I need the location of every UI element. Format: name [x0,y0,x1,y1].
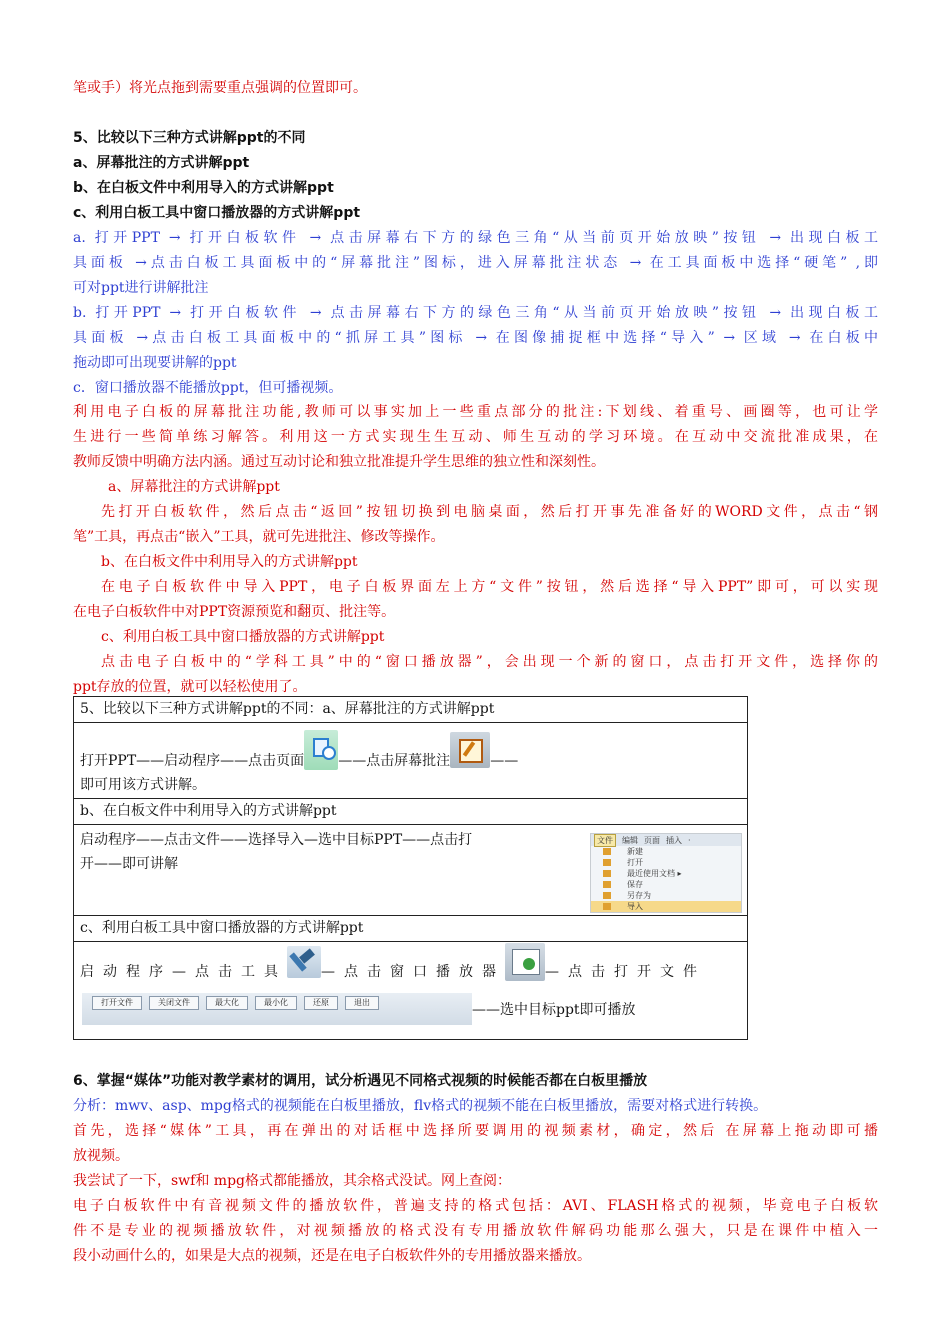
row1-text: 5、比较以下三种方式讲解ppt的不同：a、屏幕批注的方式讲解ppt [80,701,495,717]
menu-insert: 插入 [666,835,682,845]
blue-b-line2: 具面板 →点击白板工具面板中的“抓屏工具”图标 → 在图像捕捉框中选择“导入” → 区域 → 在白板中 [73,330,878,346]
menu-item-new: 新建 [591,846,741,857]
row3-text: b、在白板文件中利用导入的方式讲解ppt [80,803,337,819]
red-a-title: a、屏幕批注的方式讲解ppt [108,479,280,495]
blue-b-line1: b. 打开PPT → 打开白板软件 → 点击屏幕右下方的绿色三角“从当前页开始放映”按钮 → 出现白板工 [73,305,878,321]
row6-text-c: —点击打开文件 [545,964,706,980]
close-file-button: 关闭文件 [149,996,199,1010]
red-a-line1: 先打开白板软件，然后点击“返回”按钮切换到电脑桌面，然后打开事先准备好的WORD文件，点击“钢 [101,504,878,520]
open-file-button: 打开文件 [92,996,142,1010]
row2-text-c: —— [490,753,519,769]
q6-red-line4: 电子白板软件中有音视频文件的播放软件，普遍支持的格式包括：AVI、FLASH格式的视频，毕竟电子白板软 [73,1198,878,1214]
q6-red-line3: 我尝试了一下，swf和 mpg格式都能播放，其余格式没试。网上查阅： [73,1173,511,1189]
menu-item-recent: 最近使用文档 ▸ [591,868,741,879]
q6-title: 6、掌握“媒体”功能对教学素材的调用，试分析遇见不同格式视频的时候能否都在白板里播放 [73,1073,648,1089]
menu-edit: 编辑 [622,835,638,845]
menu-bar [591,834,741,846]
screen-annotation-icon [450,732,490,768]
table-row-5 [74,916,748,942]
tools-icon [287,946,321,978]
q6-red-line1: 首先，选择“媒体”工具，再在弹出的对话框中选择所要调用的视频素材，确定，然后 在屏幕上拖动即可播 [73,1123,878,1139]
row6-text-d: ——选中目标ppt即可播放 [472,1002,636,1018]
row4-line1: 启动程序——点击文件——选择导入—选中目标PPT——点击打 [80,832,473,848]
red-a-line2: 笔”工具，再点击“嵌入”工具，就可先进批注、修改等操作。 [73,529,445,545]
row2-text-b: ——点击屏幕批注 [338,753,451,769]
red-b-line2: 在电子白板软件中对PPT资源预览和翻页、批注等。 [73,604,396,620]
page-icon [304,730,338,770]
table-row-1 [74,697,748,723]
red-para-line3: 教师反馈中明确方法内涵。通过互动讨论和独立批准提升学生思维的独立性和深刻性。 [73,454,605,470]
menu-page: 页面 [644,835,660,845]
menu-item-save-as: 另存为 [591,890,741,901]
row6-text-b: —点击窗口播放器 [321,964,505,980]
red-c-line1: 点击电子白板中的“学科工具”中的“窗口播放器”，会出现一个新的窗口，点击打开文件，选择你的 [101,654,878,670]
row6-text-a: 启动程序—点击工具 [80,964,287,980]
q5-title: 5、比较以下三种方式讲解ppt的不同 [73,130,306,146]
row2-text-d: 即可用该方式讲解。 [80,777,206,793]
menu-item-save: 保存 [591,879,741,890]
menu-item-open: 打开 [591,857,741,868]
exit-button: 退出 [345,996,379,1010]
menu-file: 文件 [594,834,616,847]
row5-text: c、利用白板工具中窗口播放器的方式讲解ppt [80,920,364,936]
blue-c-line: c．窗口播放器不能播放ppt，但可播视频。 [73,380,343,396]
q6-blue-line: 分析：mwv、asp、mpg格式的视频能在白板里播放，flv格式的视频不能在白板里播放，需要对格式进行转换。 [73,1098,768,1114]
player-button-bar-screenshot [82,993,472,1025]
red-para-line1: 利用电子白板的屏幕批注功能,教师可以事实加上一些重点部分的批注:下划线、着重号、画圈等，也可让学 [73,404,878,420]
minimize-button: 最小化 [255,996,297,1010]
red-para-line2: 生进行一些简单练习解答。利用这一方式实现生生互动、师生互动的学习环境。在互动中交流批准成果，在 [73,429,878,445]
restore-button: 还原 [304,996,338,1010]
menu-more: · [688,835,691,845]
table-row-2 [74,723,748,799]
menu-item-import: 导入 [591,901,741,912]
q6-red-line2: 放视频。 [73,1148,129,1164]
top-line: 笔或手）将光点拖到需要重点强调的位置即可。 [73,80,367,96]
q6-red-line5: 件不是专业的视频播放软件，对视频播放的格式没有专用播放软件解码功能那么强大，只是在课件中植入一 [73,1223,878,1239]
red-c-line2: ppt存放的位置，就可以轻松使用了。 [73,679,307,695]
row4-line2: 开——即可讲解 [80,856,178,872]
red-c-title: c、利用白板工具中窗口播放器的方式讲解ppt [101,629,385,645]
blue-b-line3: 拖动即可出现要讲解的ppt [73,355,237,371]
file-menu-screenshot [590,833,742,913]
blue-a-line2: 具面板 →点击白板工具面板中的“屏幕批注”图标，进入屏幕批注状态 → 在工具面板中选择“硬笔” ,即 [73,255,878,271]
table-row-3 [74,799,748,825]
q5-c: c、利用白板工具中窗口播放器的方式讲解ppt [73,205,361,221]
q5-a: a、屏幕批注的方式讲解ppt [73,155,250,171]
blue-a-line1: a. 打开PPT → 打开白板软件 → 点击屏幕右下方的绿色三角“从当前页开始放映”按钮 → 出现白板工 [73,230,878,246]
red-b-title: b、在白板文件中利用导入的方式讲解ppt [101,554,358,570]
row2-text-a: 打开PPT——启动程序——点击页面 [80,753,305,769]
q6-red-line6: 段小动画什么的，如果是大点的视频，还是在电子白板软件外的专用播放器来播放。 [73,1248,591,1264]
blue-a-line3: 可对ppt进行讲解批注 [73,280,209,296]
red-b-line1: 在电子白板软件中导入PPT，电子白板界面左上方“文件”按钮，然后选择“导入PPT”即可，可以实现 [101,579,878,595]
q5-b: b、在白板文件中利用导入的方式讲解ppt [73,180,334,196]
maximize-button: 最大化 [206,996,248,1010]
window-player-icon [505,943,545,981]
